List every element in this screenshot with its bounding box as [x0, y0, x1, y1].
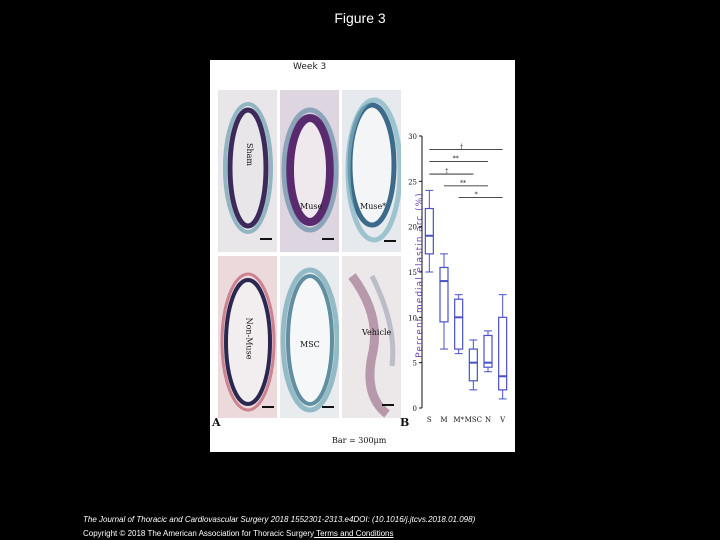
box-body [455, 299, 463, 349]
y-tick-label: 15 [408, 269, 417, 277]
scale-bar [384, 240, 396, 242]
y-tick-label: 5 [412, 359, 417, 368]
significance-mark: † [445, 168, 449, 176]
vessel-cross-section [342, 256, 401, 418]
panel-a-letter: A [212, 416, 221, 429]
panel-label: Non-Muse [244, 317, 254, 360]
y-tick-label: 0 [412, 405, 417, 413]
panel-label: Muse [300, 202, 323, 211]
x-tick-label: S [426, 416, 432, 422]
scale-bar-note: Bar = 300μm [332, 436, 387, 445]
box-body [469, 349, 477, 381]
box-body [440, 267, 448, 321]
vessel-cross-section [342, 90, 401, 252]
histology-panel-non-muse [218, 256, 277, 418]
figure-image [210, 60, 515, 452]
scale-bar [382, 404, 394, 406]
box-body [425, 209, 433, 254]
histology-panel-vehicle [342, 256, 401, 418]
histology-panel-msc [280, 256, 339, 418]
x-tick-label: N [484, 416, 492, 422]
week-label: Week 3 [293, 62, 327, 72]
scale-bar [322, 406, 334, 408]
x-tick-label: M* [453, 416, 465, 422]
vessel-cross-section [218, 90, 277, 252]
scale-bar [260, 238, 272, 240]
footer-copyright [83, 529, 394, 538]
x-tick-label: MSC [464, 416, 482, 422]
y-axis-label: Percent medial elastin arc (%) [415, 192, 425, 358]
significance-mark: ** [460, 179, 466, 187]
terms-link[interactable]: Terms and Conditions [314, 529, 394, 538]
scale-bar [262, 406, 274, 408]
y-tick-label: 10 [408, 314, 417, 323]
panel-label: Sham [245, 143, 254, 166]
histology-panel-muse-star [342, 90, 401, 252]
histology-panel-muse [280, 90, 339, 252]
y-tick-label: 25 [408, 178, 417, 187]
significance-mark: † [460, 143, 463, 151]
histology-panel-sham [218, 90, 277, 252]
y-tick-label: 30 [408, 133, 417, 141]
y-tick-label: 20 [408, 223, 417, 232]
vessel-cross-section [280, 90, 339, 252]
significance-mark: * [474, 191, 478, 199]
panel-label: Muse* [360, 202, 387, 211]
footer-citation: The Journal of Thoracic and Cardiovascular Surgery 2018 1552301-2313.e4DOI: (10.1016/j.jtcvs.2018.01.098) [83, 515, 476, 524]
panel-b-letter: B [400, 416, 410, 429]
box-body [499, 317, 507, 390]
panel-label: MSC [300, 340, 320, 349]
slide-title: Figure 3 [334, 10, 386, 26]
panel-label: Vehicle [362, 328, 392, 337]
vessel-cross-section [280, 256, 339, 418]
scale-bar [322, 238, 334, 240]
x-tick-label: V [500, 416, 506, 422]
significance-mark: ** [452, 155, 459, 163]
copyright-text: Copyright © 2018 The American Association for Thoracic Surgery [83, 529, 315, 538]
x-tick-label: M [440, 416, 448, 422]
